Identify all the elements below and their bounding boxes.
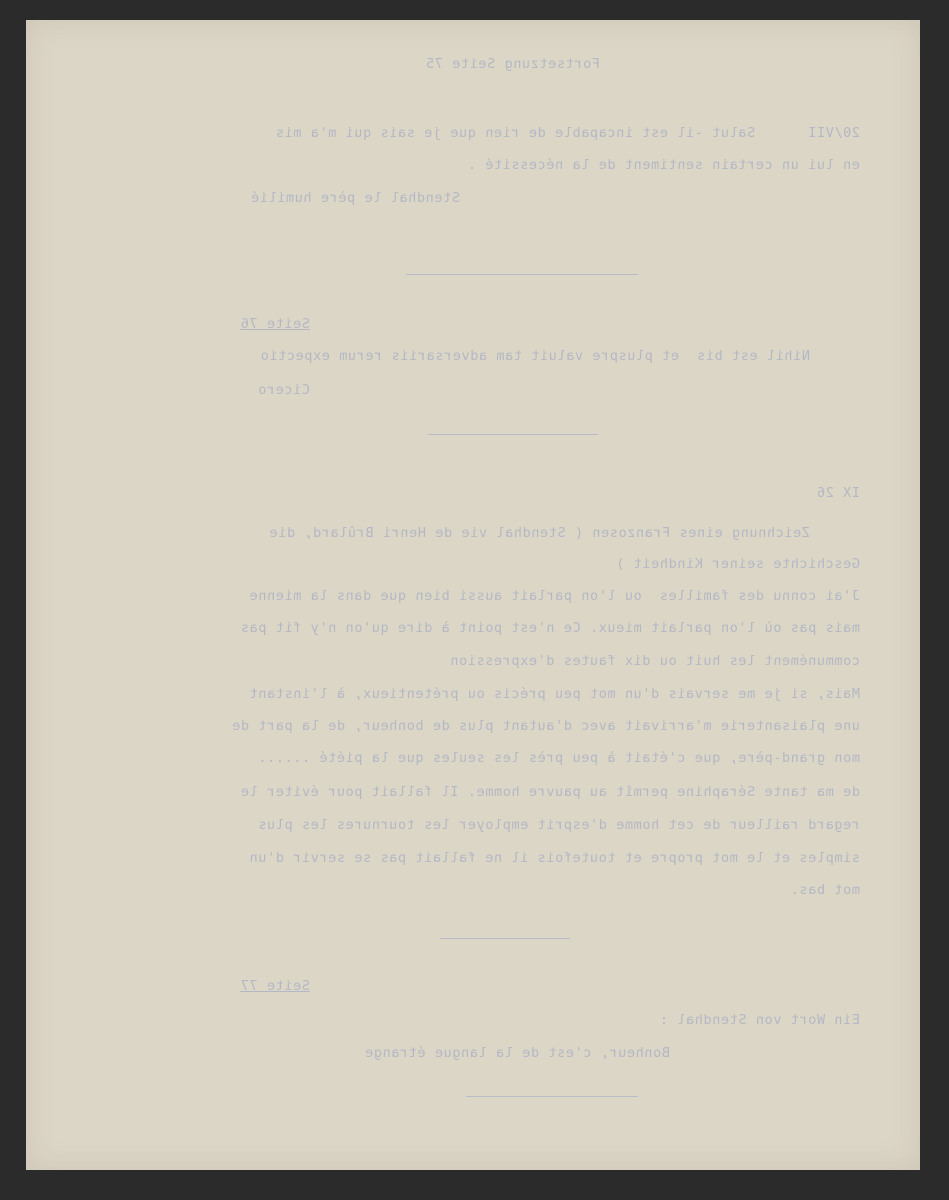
text-line: communément les huit ou dix fautes d'expression [449, 653, 860, 669]
divider [466, 1096, 638, 1097]
show-through-text [26, 20, 920, 1170]
section-heading: Seite 77 [240, 978, 310, 994]
section-heading: Seite 76 [240, 316, 310, 332]
reference-text: IX 26 [816, 485, 860, 501]
divider [440, 938, 570, 939]
text-line: mon grand-père, que c'était à peu près les seules que la piété ...... [257, 750, 860, 766]
text-line: simples et le mot propre et toutefois il ne fallait pas se servir d'un [249, 850, 860, 866]
divider [428, 434, 598, 435]
text-line: Geschichte seiner Kindheit ) [615, 556, 860, 572]
text-line: mais pas où l'on parlait mieux. Ce n'est point à dire qu'on n'y fit pas [240, 620, 860, 636]
text-line: Ein Wort von Stendhal : [659, 1012, 860, 1028]
text-line: regard railleur de cet homme d'esprit employer les tournures les plus [257, 817, 860, 833]
signature-text: Stendhal le père humilié [250, 190, 460, 206]
text-line: mot bas. [790, 882, 860, 898]
text-line: en lui un certain sentiment de la nécessité . [467, 157, 860, 173]
divider [406, 274, 638, 275]
text-line: Zeichnung eines Franzosen ( Stendhal vie de Henri Brûlard, die [268, 525, 810, 541]
text-line: de ma tante Séraphine permît au pauvre homme. Il fallait pour éviter le [240, 784, 860, 800]
text-line: Cicero [257, 382, 310, 398]
paper-sheet [26, 20, 920, 1170]
text-line: J'ai connu des familles ou l'on parlait aussi bien que dans la mienne [249, 588, 860, 604]
text-line: Bonheur, c'est de la langue étrange [364, 1045, 670, 1061]
text-line: Mais, si je me servais d'un mot peu précis ou prétentieux, à l'instant [249, 686, 860, 702]
header-text: Fortsetzung Seite 75 [425, 56, 600, 72]
text-line: 20/VII Salut -il est incapable de rien que je sais qui m'a mis [275, 125, 860, 141]
text-line: Nihil est bis et pluspre valuit tam adversariis rerum expectio [260, 348, 810, 364]
text-line: une plaisanterie m'arrivait avec d'autant plus de bonheur, de la part de [231, 718, 860, 734]
